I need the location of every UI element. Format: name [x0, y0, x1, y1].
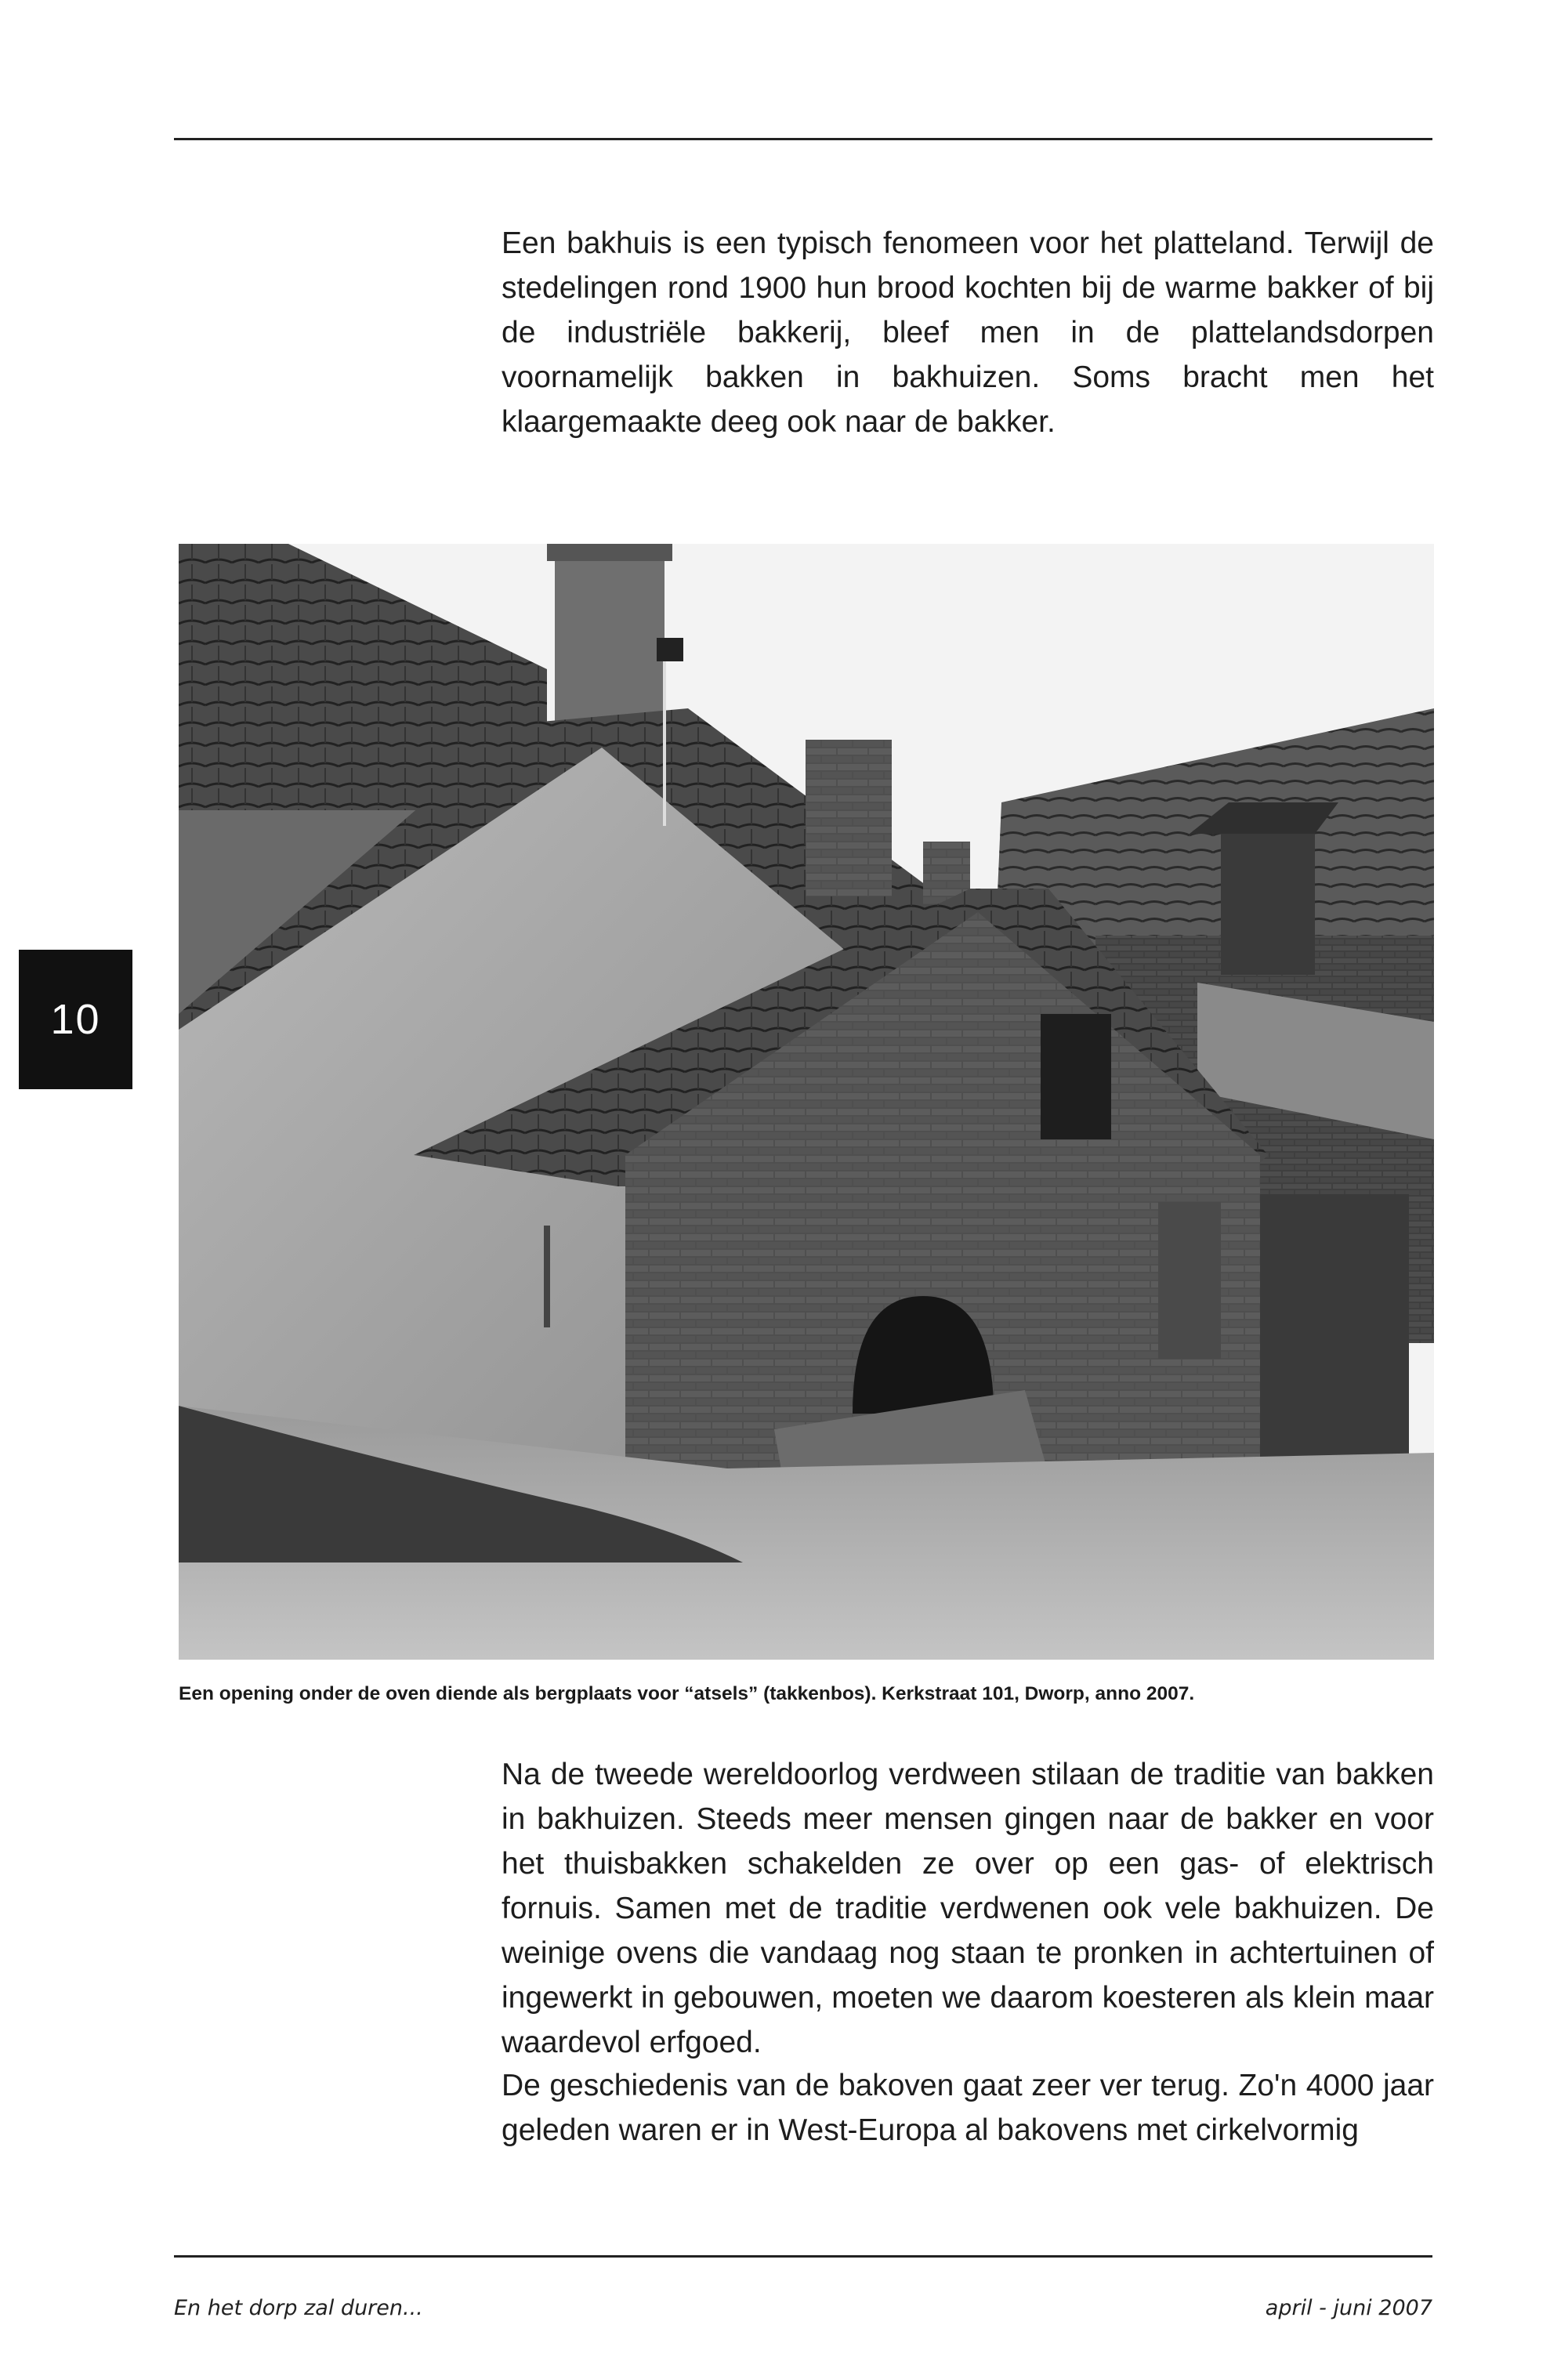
- header-rule: [174, 138, 1432, 140]
- footer-issue-date: april - juni 2007: [1265, 2296, 1432, 2320]
- bakehouse-photo: [179, 544, 1434, 1660]
- body-paragraph-2: Na de tweede wereldoorlog verdween stilaan de traditie van bakken in bakhuizen. Steeds meer mensen gingen naar de bakker en voor het thuisbakken schakelden ze over op een gas- of elektrisch fornuis. Samen met de traditie verdwenen ook vele bakhuizen. De weinige ovens die vandaag nog staan te pronken in achtertuinen of ingewerkt in gebouwen, moeten we daarom koesteren als klein maar waardevol erfgoed.: [502, 1758, 1434, 2059]
- page-number-tab: 10: [19, 950, 132, 1089]
- photo-caption: Een opening onder de oven diende als bergplaats voor “atsels” (takkenbos). Kerkstraat 101, Dworp, anno 2007.: [179, 1683, 1195, 1704]
- body-paragraph-3: De geschiedenis van de bakoven gaat zeer ver terug. Zo'n 4000 jaar geleden waren er in West-Europa al bakovens met cirkelvormig: [502, 2069, 1434, 2147]
- footer-publication-title: En het dorp zal duren...: [174, 2296, 423, 2320]
- intro-paragraph: Een bakhuis is een typisch fenomeen voor het platteland. Terwijl de stedelingen rond 1900 hun brood kochten bij de warme bakker of bij de industriële bakkerij, bleef men in de plattelandsdorpen voornamelijk bakken in bakhuizen. Soms bracht men het klaargemaakte deeg ook naar de bakker.: [502, 226, 1434, 439]
- footer-rule: [174, 2255, 1432, 2258]
